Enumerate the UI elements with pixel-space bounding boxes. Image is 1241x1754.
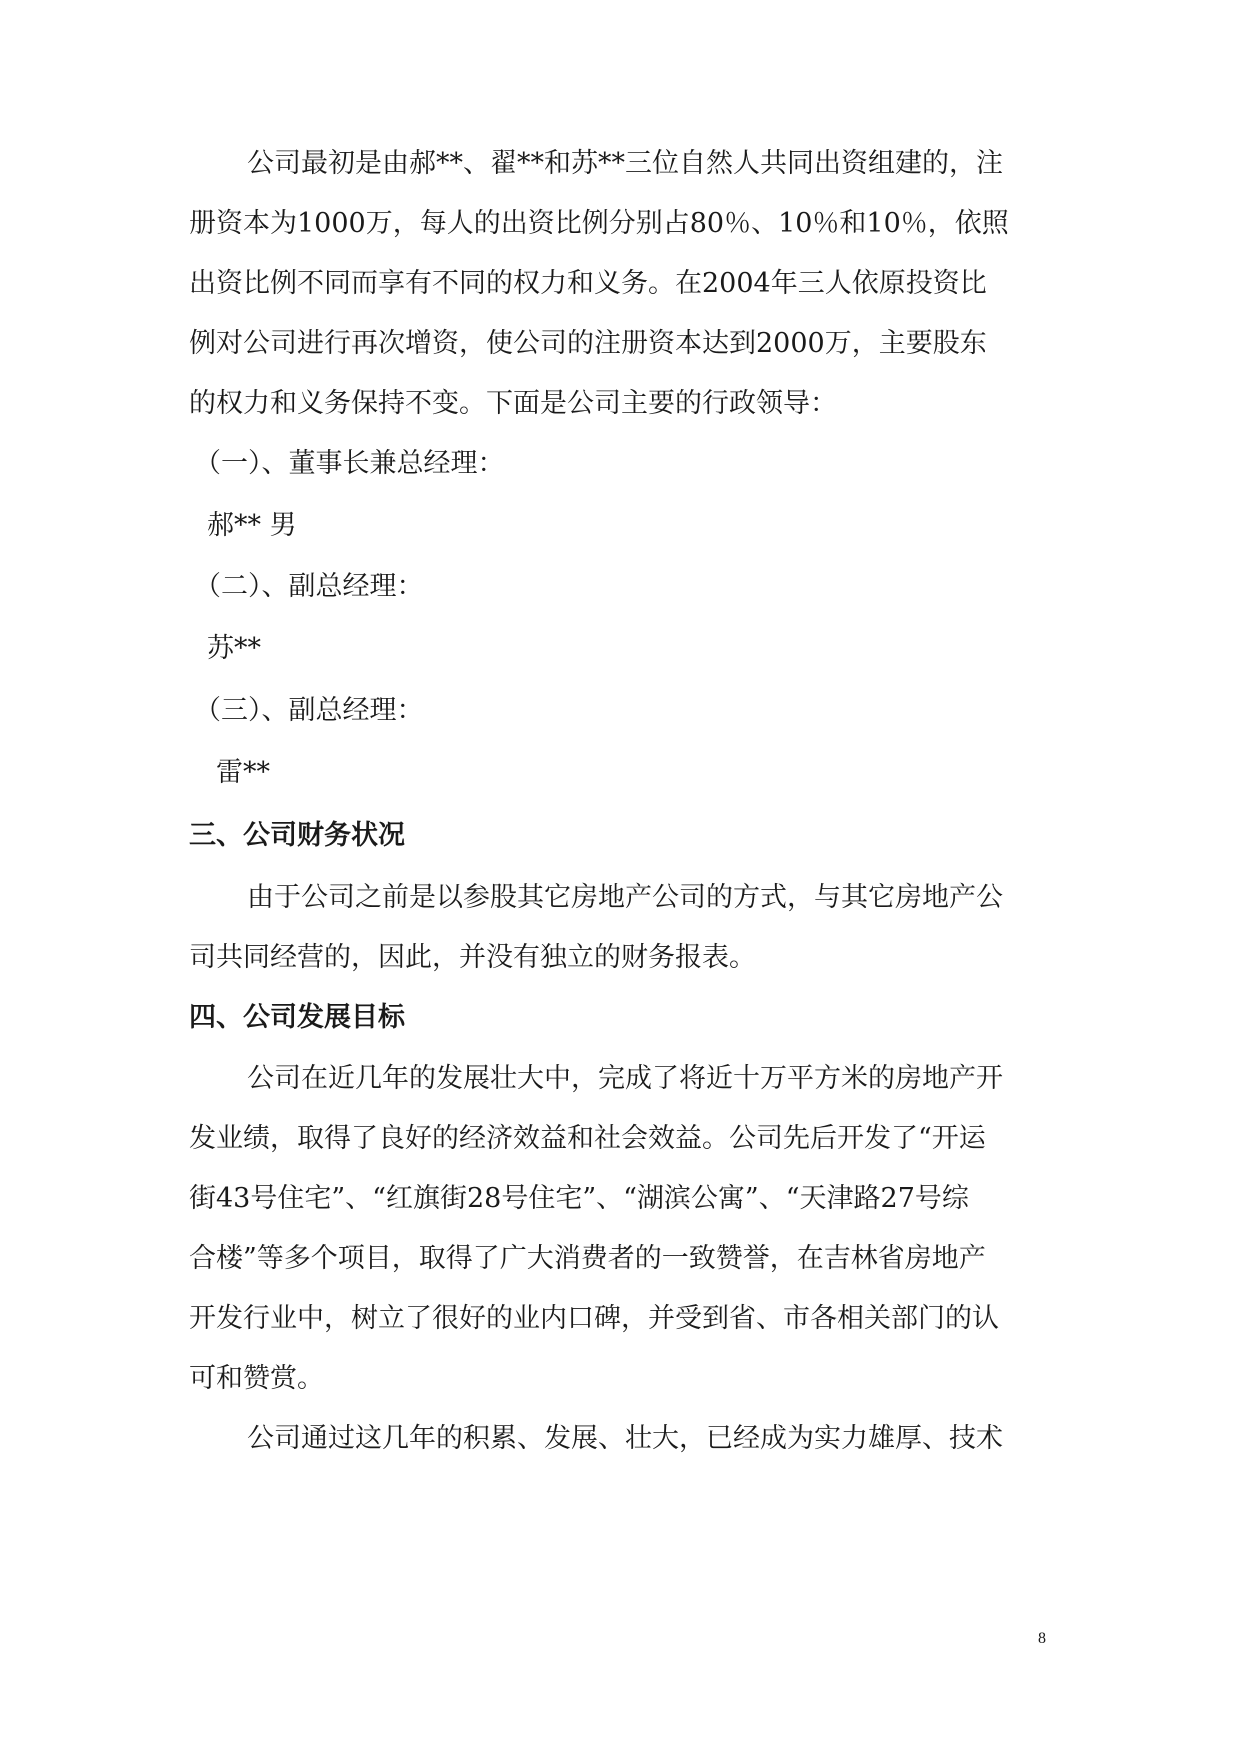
list-item: 雷**: [216, 757, 270, 788]
paragraph-line: 司共同经营的，因此，并没有独立的财务报表。: [189, 942, 756, 973]
paragraph-line: 册资本为1000万，每人的出资比例分别占80％、10％和10％，依照: [189, 208, 1009, 239]
paragraph-line: 的权力和义务保持不变。下面是公司主要的行政领导：: [189, 388, 837, 419]
paragraph-line: 街43号住宅”、“红旗街28号住宅”、“湖滨公寓”、“天津路27号综: [189, 1183, 969, 1214]
list-heading: （一）、董事长兼总经理：: [194, 448, 505, 479]
paragraph-line: 可和赞赏。: [189, 1363, 324, 1394]
page-number: 8: [1038, 1630, 1046, 1647]
paragraph-line: 公司在近几年的发展壮大中，完成了将近十万平方米的房地产开: [247, 1063, 1003, 1094]
paragraph-line: 发业绩，取得了良好的经济效益和社会效益。公司先后开发了“开运: [189, 1123, 986, 1154]
section-heading: 四、公司发展目标: [189, 1002, 405, 1033]
list-heading: （二）、副总经理：: [194, 571, 424, 602]
paragraph-line: 开发行业中，树立了很好的业内口碑，并受到省、市各相关部门的认: [189, 1303, 999, 1334]
list-item: 苏**: [207, 633, 261, 664]
paragraph-line: 例对公司进行再次增资，使公司的注册资本达到2000万，主要股东: [189, 328, 987, 359]
paragraph-line: 公司最初是由郝**、翟**和苏**三位自然人共同出资组建的，注: [247, 148, 1003, 179]
list-item: 郝** 男: [207, 510, 297, 541]
paragraph-line: 合楼”等多个项目，取得了广大消费者的一致赞誉，在吉林省房地产: [189, 1243, 986, 1274]
list-heading: （三）、副总经理：: [194, 695, 424, 726]
paragraph-line: 由于公司之前是以参股其它房地产公司的方式，与其它房地产公: [247, 882, 1003, 913]
paragraph-line: 出资比例不同而享有不同的权力和义务。在2004年三人依原投资比: [189, 268, 987, 299]
paragraph-line: 公司通过这几年的积累、发展、壮大，已经成为实力雄厚、技术: [247, 1423, 1003, 1454]
section-heading: 三、公司财务状况: [189, 820, 405, 851]
